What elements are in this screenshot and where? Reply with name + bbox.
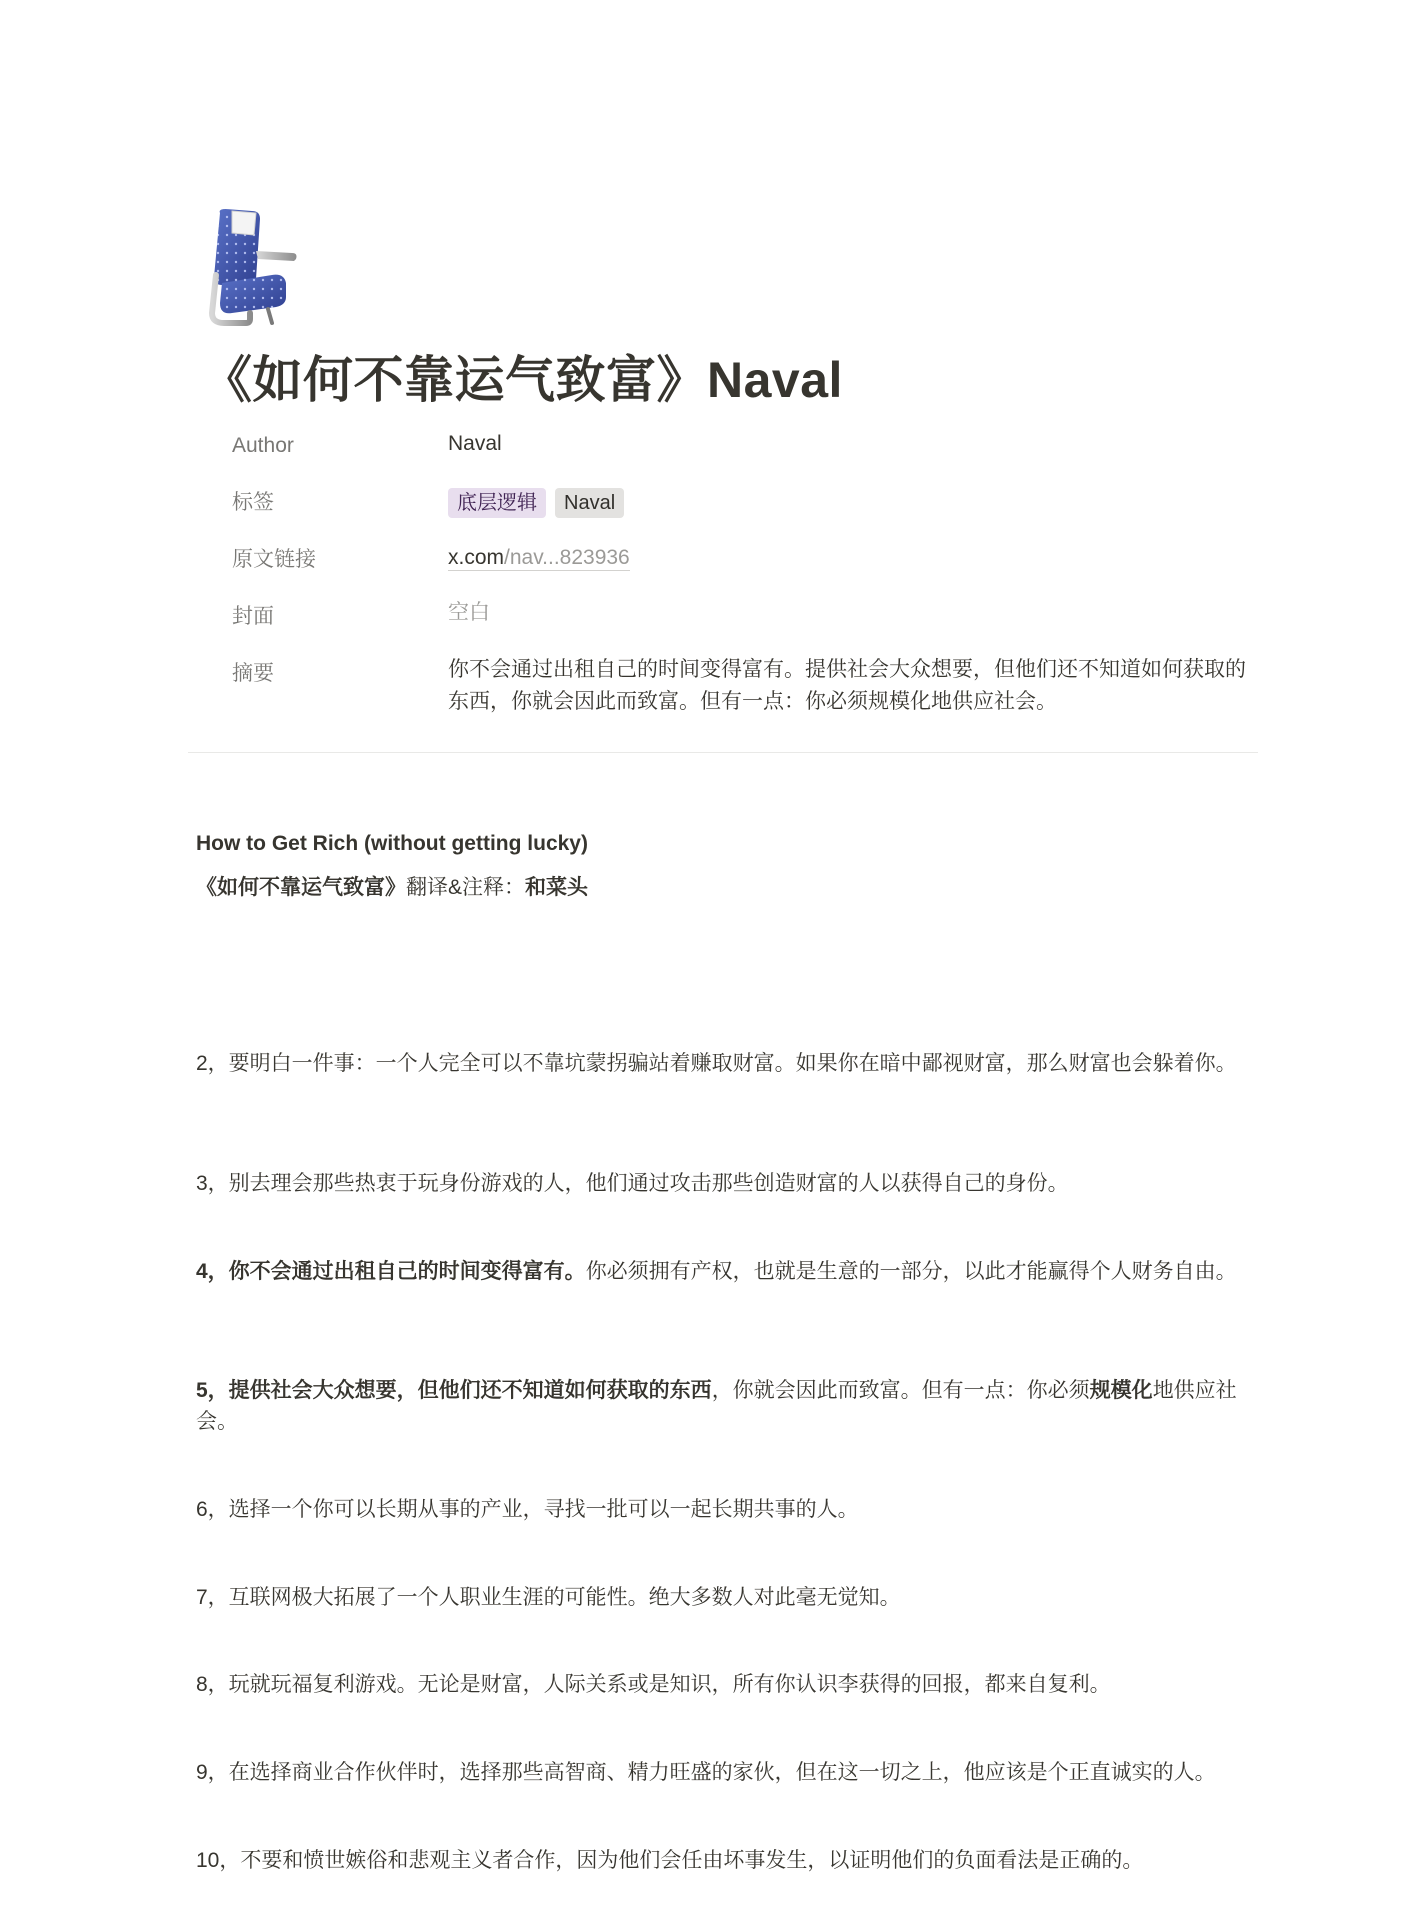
list-item[interactable]: 7，互联网极大拓展了一个人职业生涯的可能性。绝大多数人对此毫无觉知。 xyxy=(196,1586,901,1609)
property-value-author[interactable]: Naval xyxy=(448,432,502,455)
source-link[interactable] xyxy=(448,546,630,571)
property-label-tags: 标签 xyxy=(232,491,274,514)
item-bold: 5，提供社会大众想要，但他们还不知道如何获取的东西 xyxy=(196,1379,712,1402)
property-value-cover[interactable]: 空白 xyxy=(448,601,490,624)
property-label-summary: 摘要 xyxy=(232,662,274,685)
link-domain[interactable]: x.com xyxy=(448,546,505,569)
property-label-source-link: 原文链接 xyxy=(232,548,316,571)
properties-divider xyxy=(188,752,1258,753)
list-item[interactable]: 3，别去理会那些热衷于玩身份游戏的人，他们通过攻击那些创造财富的人以获得自己的身份。 xyxy=(196,1172,1069,1195)
item-bold: 规模化 xyxy=(1089,1379,1153,1402)
item-text: 你必须拥有产权，也就是生意的一部分，以此才能赢得个人财务自由。 xyxy=(585,1260,1237,1283)
property-label-author: Author xyxy=(232,434,294,457)
item-text: ，你就会因此而致富。但有一点：你必须 xyxy=(711,1379,1090,1402)
tag-chip[interactable]: 底层逻辑 xyxy=(448,488,546,518)
train-seat-icon[interactable] xyxy=(206,205,310,329)
item-text: 地供应社会。 xyxy=(196,1379,1237,1433)
property-value-summary[interactable]: 你不会通过出租自己的时间变得富有。提供社会大众想要，但他们还不知道如何获取的东西，你就会因此而致富。但有一点：你必须规模化地供应社会。 xyxy=(448,658,1246,713)
property-label-cover: 封面 xyxy=(232,605,274,628)
subtitle-line[interactable] xyxy=(196,872,1246,903)
tag-chip[interactable]: Naval xyxy=(555,488,624,518)
list-item[interactable]: 2，要明白一件事：一个人完全可以不靠坑蒙拐骗站着赚取财富。如果你在暗中鄙视财富，那么财富也会躲着你。 xyxy=(196,1052,1237,1075)
link-path[interactable]: /nav...823936 xyxy=(504,546,630,569)
property-value-source-link[interactable] xyxy=(448,542,630,574)
item-bold: 4，你不会通过出租自己的时间变得富有。 xyxy=(196,1260,586,1283)
list-item[interactable] xyxy=(196,1256,1246,1287)
list-item[interactable]: 6，选择一个你可以长期从事的产业，寻找一批可以一起长期共事的人。 xyxy=(196,1498,859,1521)
list-item[interactable]: 9，在选择商业合作伙伴时，选择那些高智商、精力旺盛的家伙，但在这一切之上，他应该是个正直诚实的人。 xyxy=(196,1761,1216,1784)
subtitle-translate-label: 翻译&注释： xyxy=(406,876,526,899)
list-item[interactable]: 8，玩就玩福复利游戏。无论是财富，人际关系或是知识，所有你认识李获得的回报，都来自复利。 xyxy=(196,1673,1111,1696)
subtitle-translator: 和菜头 xyxy=(525,876,589,899)
list-item[interactable]: 10，不要和愤世嫉俗和悲观主义者合作，因为他们会任由坏事发生，以证明他们的负面看法是正确的。 xyxy=(196,1849,1144,1872)
list-item[interactable] xyxy=(196,1375,1246,1437)
subtitle-book-title: 《如何不靠运气致富》 xyxy=(196,876,406,899)
property-value-tags[interactable] xyxy=(448,487,633,519)
page-title[interactable]: 《如何不靠运气致富》Naval xyxy=(202,352,843,408)
heading-en[interactable]: How to Get Rich (without getting lucky) xyxy=(196,832,588,855)
